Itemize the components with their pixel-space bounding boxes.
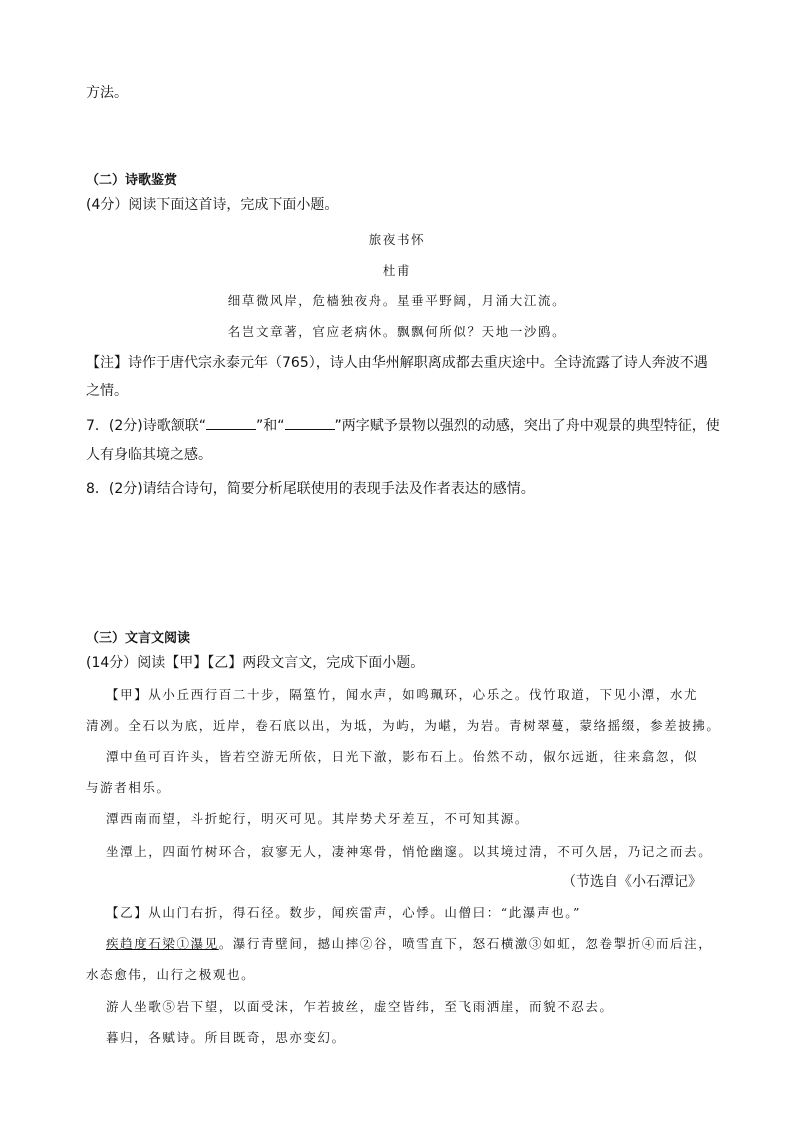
note-line-1: 【注】诗作于唐代宗永泰元年（765），诗人由华州解职离成都去重庆途中。全诗流露了诗人奔波不遇 (86, 355, 708, 371)
classical-section-title: （三）文言文阅读 (86, 631, 191, 646)
question-7 (86, 416, 720, 435)
classical-intro: (14分）阅读【甲】【乙】两段文言文，完成下面小题。 (86, 655, 425, 671)
poem-line-2: 名岂文章著，官应老病休。飘飘何所似？天地一沙鸥。 (227, 324, 567, 339)
question-7-line-2: 人有身临其境之感。 (86, 447, 212, 463)
q7-text-a: 7．(2分)诗歌颔联“ (86, 418, 206, 434)
poem-author: 杜甫 (382, 263, 412, 278)
q7-blank-1[interactable] (206, 416, 256, 430)
poetry-section-title: （二）诗歌鉴赏 (86, 173, 178, 188)
jia-p2-line-2: 与游者相乐。 (86, 780, 171, 795)
jia-p1-line-1: 【甲】从小丘西行百二十步，隔篁竹，闻水声，如鸣珮环，心乐之。伐竹取道，下见小潭，水尤 (106, 687, 699, 702)
yi-p2-line-2: 水态愈伟，山行之极观也。 (86, 967, 256, 982)
jia-p1-line-2: 清冽。全石以为底，近岸，卷石底以出，为坻，为屿，为嵁，为岩。青树翠蔓，蒙络摇缀，参差披拂。 (86, 718, 721, 733)
question-8: 8．(2分)请结合诗句，简要分析尾联使用的表现手法及作者表达的感情。 (86, 481, 535, 497)
jia-source: （节选自《小石潭记》 (562, 874, 702, 890)
jia-p2-line-1: 潭中鱼可百许头，皆若空游无所依，日光下澈，影布石上。佁然不动，俶尔远逝，往来翕忽，似 (106, 749, 699, 764)
note-line-2: 之情。 (86, 383, 128, 399)
top-line: 方法。 (86, 85, 128, 101)
poem-title: 旅夜书怀 (368, 232, 426, 247)
q7-blank-2[interactable] (285, 416, 335, 430)
yi-p1: 【乙】从山门右折，得石径。数步，闻疾雷声，心悸。山僧曰：“此瀑声也。” (106, 905, 582, 920)
yi-p4: 暮归，各赋诗。所目既奇，思亦变幻。 (106, 1030, 346, 1045)
jia-p3: 潭西南而望，斗折蛇行，明灭可见。其岸势犬牙差互，不可知其源。 (106, 811, 530, 826)
q7-text-b: ”和“ (256, 418, 285, 434)
yi-p2-rest: 。瀑行青壁间，撼山摔②谷，喷雪直下，怒石横激③如虹，忽卷掣折④而后注， (218, 936, 713, 951)
jia-p4: 坐潭上，四面竹树环合，寂寥无人，凄神寒骨，悄怆幽邃。以其境过清，不可久居，乃记之而去。 (106, 844, 713, 859)
yi-p2-line-1 (106, 935, 712, 953)
q7-text-c: ”两字赋予景物以强烈的动感，突出了舟中观景的典型特征，使 (334, 418, 720, 434)
yi-p3: 游人坐歌⑤岩下望，以面受沫，乍若披丝，虚空皆纬，至飞雨洒崖，而貌不忍去。 (106, 999, 614, 1014)
poem-line-1: 细草微风岸，危樯独夜舟。星垂平野阔，月涌大江流。 (227, 293, 567, 308)
yi-p2-underlined: 疾趋度石梁①瀑见 (106, 936, 219, 951)
poetry-intro: (4分）阅读下面这首诗，完成下面小题。 (86, 197, 339, 213)
